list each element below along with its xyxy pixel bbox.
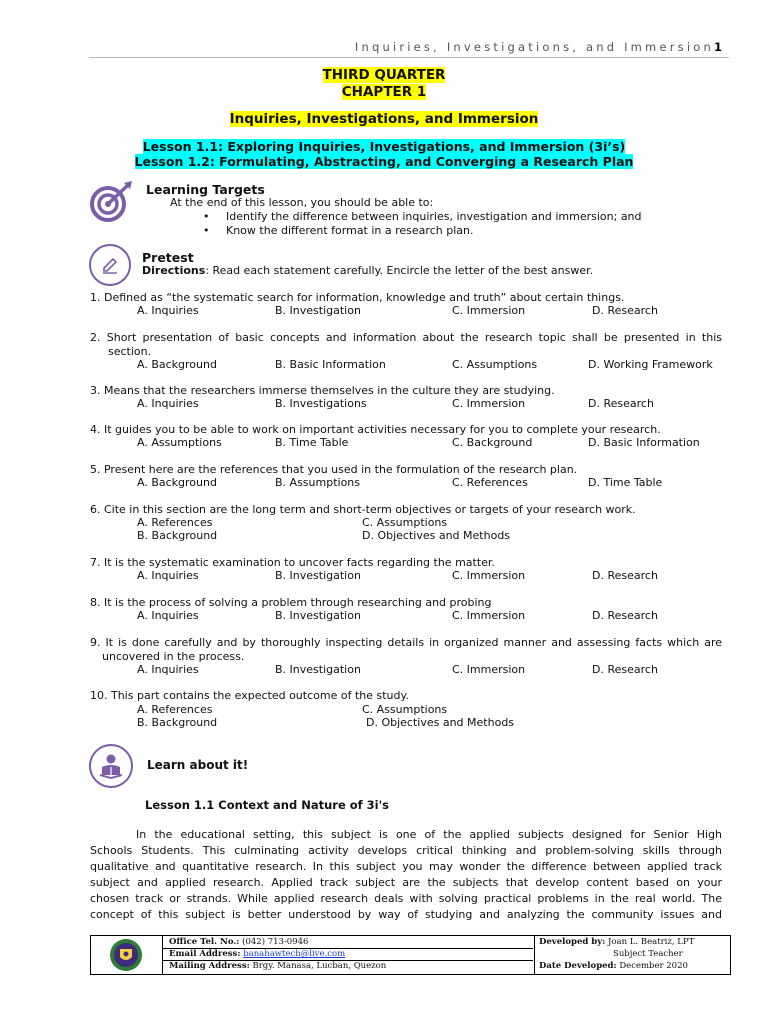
email-link[interactable]: banahawtech@live.com xyxy=(243,949,346,959)
option: B. Investigation xyxy=(275,304,361,317)
option: A. Inquiries xyxy=(137,304,199,317)
option: C. Background xyxy=(452,436,533,449)
learning-target-item: Identify the difference between inquiries, investigation and immersion; and xyxy=(226,210,642,223)
target-icon xyxy=(88,180,136,224)
option: D. Objectives and Methods xyxy=(362,529,511,542)
paragraph-line: chosen track or strands. While applied research deals with solving practical problems in the real world. The xyxy=(90,892,722,905)
subject-title: Inquiries, Investigations, and Immersion xyxy=(229,111,539,127)
option: D. Research xyxy=(592,304,658,317)
option: A. Assumptions xyxy=(137,436,222,449)
option: B. Time Table xyxy=(275,436,349,449)
option: C. Immersion xyxy=(452,663,526,676)
paragraph-line: subject and applied research. Applied track subject are the subjects that develop content based on your xyxy=(90,876,722,889)
option: A. Background xyxy=(137,358,217,371)
question-5: 5. Present here are the references that you used in the formulation of the research plan. xyxy=(90,463,578,476)
learning-target-item: Know the different format in a research plan. xyxy=(226,224,474,237)
option: C. Assumptions xyxy=(362,516,448,529)
question-8: 8. It is the process of solving a problem through researching and probing xyxy=(90,596,492,609)
option: C. References xyxy=(452,476,528,489)
option: D. Time Table xyxy=(588,476,663,489)
option: D. Working Framework xyxy=(588,358,713,371)
page-number: 1 xyxy=(713,40,722,54)
question-4: 4. It guides you to be able to work on important activities necessary for you to complete your research. xyxy=(90,423,661,436)
pencil-icon xyxy=(89,244,131,286)
running-header xyxy=(355,40,722,54)
footer xyxy=(90,935,731,975)
question-2: 2. Short presentation of basic concepts and information about the research topic shall be presented in this xyxy=(90,331,722,344)
paragraph-line: concept of this subject is better understood by way of studying and analyzing the community issues and xyxy=(90,908,722,921)
option: A. References xyxy=(137,703,213,716)
paragraph-line: Schools Students. This culminating activity develops critical thinking and problem-solving skills through xyxy=(90,844,722,857)
quarter-title: THIRD QUARTER xyxy=(322,67,446,83)
learning-targets-heading: Learning Targets xyxy=(146,182,265,197)
option: C. Immersion xyxy=(452,304,526,317)
footer-developer: Developed by: Joan L. Beatriz, LPT Subject Teacher Date Developed: December 2020 xyxy=(539,937,695,971)
question-1: 1. Defined as “the systematic search for information, knowledge and truth” about certain things. xyxy=(90,291,625,304)
option: B. Assumptions xyxy=(275,476,360,489)
learn-heading: Learn about it! xyxy=(147,758,249,772)
lesson-context-heading: Lesson 1.1 Context and Nature of 3i's xyxy=(145,798,389,812)
option: D. Research xyxy=(588,397,654,410)
running-header-title: Inquiries, Investigations, and Immersion xyxy=(354,40,714,54)
option: C. Immersion xyxy=(452,609,526,622)
pretest-directions: Directions: Read each statement carefully. Encircle the letter of the best answer. xyxy=(142,264,594,277)
option: D. Basic Information xyxy=(588,436,700,449)
option: D. Objectives and Methods xyxy=(366,716,515,729)
option: B. Background xyxy=(137,529,218,542)
option: B. Investigations xyxy=(275,397,367,410)
question-7: 7. It is the systematic examination to uncover facts regarding the matter. xyxy=(90,556,495,569)
pretest-heading: Pretest xyxy=(142,250,194,265)
footer-contact: Office Tel. No.: (042) 713-0946 Email Address: banahawtech@live.com Mailing Address: Brgy. Manasa, Lucban, Quezon xyxy=(163,936,535,974)
lesson-1-1-title: Lesson 1.1: Exploring Inquiries, Investigations, and Immersion (3i’s) xyxy=(142,139,626,154)
header-rule xyxy=(89,57,729,58)
paragraph-line: qualitative and quantitative research. In this subject you may wonder the difference between applied track xyxy=(90,860,722,873)
option: C. Immersion xyxy=(452,569,526,582)
option: B. Investigation xyxy=(275,569,361,582)
option: B. Investigation xyxy=(275,663,361,676)
bullet-icon: • xyxy=(203,210,210,223)
paragraph-line: In the educational setting, this subject is one of the applied subjects designed for Senior High xyxy=(136,828,722,841)
learning-targets-intro: At the end of this lesson, you should be able to: xyxy=(170,196,434,209)
option: C. Immersion xyxy=(452,397,526,410)
option: A. Inquiries xyxy=(137,397,199,410)
option: A. Inquiries xyxy=(137,663,199,676)
option: B. Background xyxy=(137,716,218,729)
question-9-continued: uncovered in the process. xyxy=(102,650,245,663)
option: B. Investigation xyxy=(275,609,361,622)
option: A. References xyxy=(137,516,213,529)
bullet-icon: • xyxy=(203,224,210,237)
option: C. Assumptions xyxy=(452,358,538,371)
question-9: 9. It is done carefully and by thoroughly inspecting details in organized manner and assessing facts which are xyxy=(90,636,722,649)
reader-icon xyxy=(89,744,133,788)
lesson-1-2-title: Lesson 1.2: Formulating, Abstracting, and Converging a Research Plan xyxy=(134,154,634,169)
option: A. Inquiries xyxy=(137,609,199,622)
option: B. Basic Information xyxy=(275,358,386,371)
option: C. Assumptions xyxy=(362,703,448,716)
option: D. Research xyxy=(592,609,658,622)
question-3: 3. Means that the researchers immerse themselves in the culture they are studying. xyxy=(90,384,555,397)
option: D. Research xyxy=(592,569,658,582)
option: A. Background xyxy=(137,476,217,489)
chapter-title: CHAPTER 1 xyxy=(341,84,427,100)
question-6: 6. Cite in this section are the long term and short-term objectives or targets of your research work. xyxy=(90,503,636,516)
question-2-continued: section. xyxy=(108,345,152,358)
option: A. Inquiries xyxy=(137,569,199,582)
question-10: 10. This part contains the expected outcome of the study. xyxy=(90,689,409,702)
option: D. Research xyxy=(592,663,658,676)
school-seal xyxy=(91,936,163,974)
